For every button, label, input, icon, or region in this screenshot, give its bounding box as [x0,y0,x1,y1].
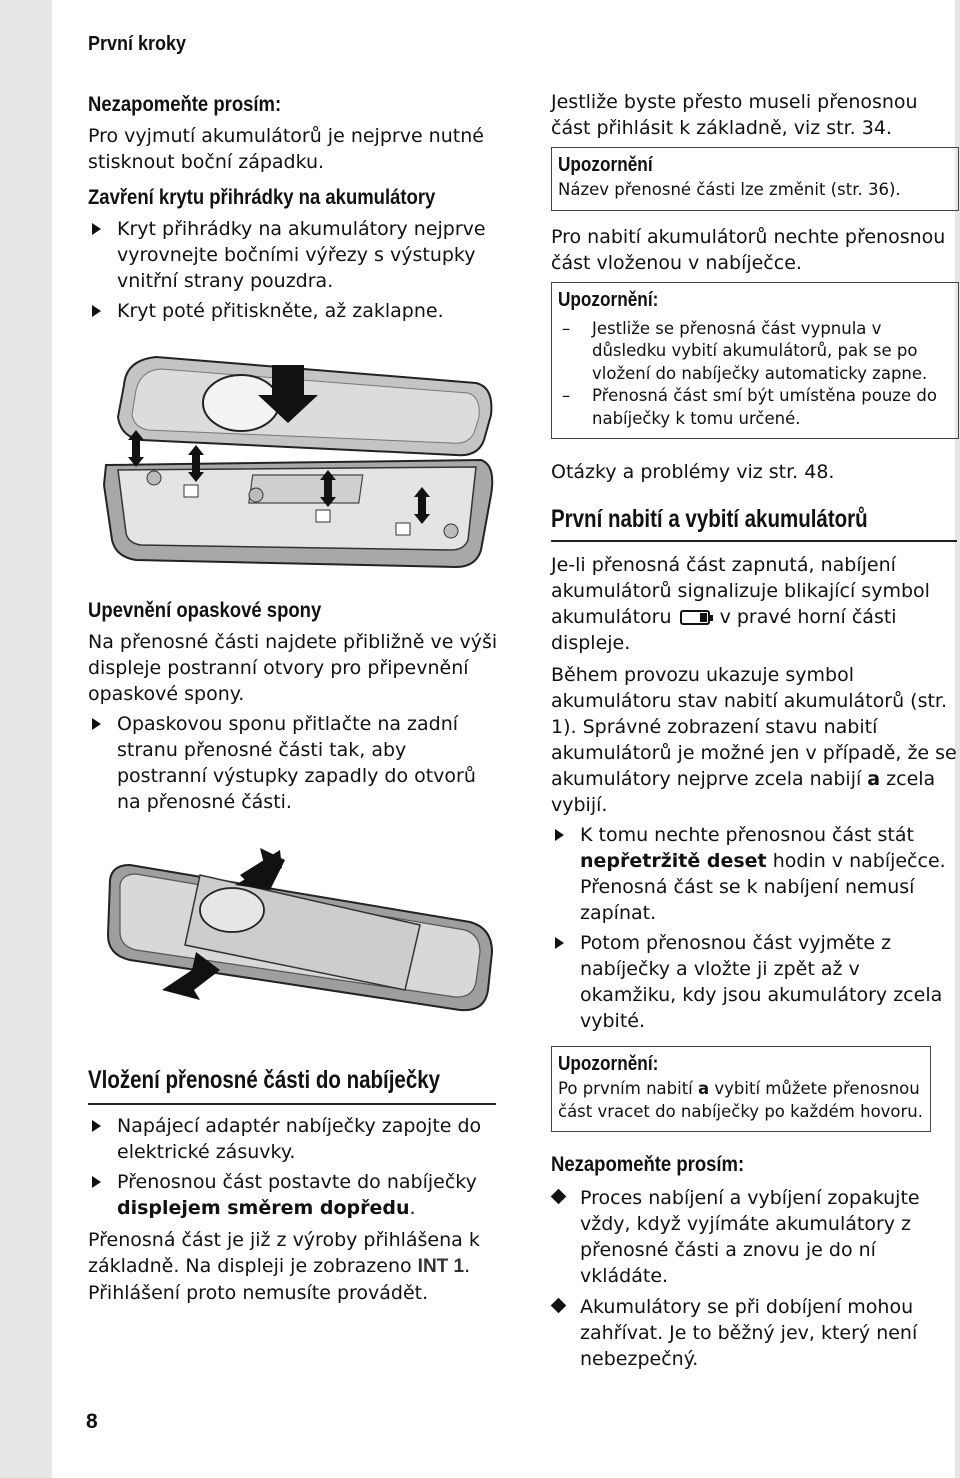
first-charge-p2: Během provozu ukazuje symbol akumulátoru stav nabití akumulátorů (str. 1). Správné zobrazení stavu nabití akumulátorů je možné jen v případě, že se akumulátory nejprve zcela nabijí a zcela vybijí. [551,664,957,816]
left-margin-band [0,0,52,1478]
belt-clip-step: Opaskovou sponu přitlačte na zadní stranu přenosné části tak, aby postranní výstupky zapadly do otvorů na přenosné části. [88,711,498,815]
close-cover-heading: Zavření krytu přihrádky na akumulátory [88,185,436,209]
note-1-heading: Upozornění [558,154,653,176]
triangle-bullet-icon [555,937,564,949]
heading-rule [88,1103,496,1105]
close-cover-step-1: Kryt přihrádky na akumulátory nejprve vyrovnejte bočními výřezy s výstupky vnitřní strany pouzdra. [88,216,498,294]
left-top-section [88,92,498,324]
remember-text: Pro vyjmutí akumulátorů je nejprve nutné stisknout boční západku. [88,125,484,173]
insert-step-2: Přenosnou část postavte do nabíječky displejem směrem dopředu. [88,1169,496,1221]
belt-clip-illustration [100,840,500,1045]
note-3-text: Po prvním nabití a vybití můžete přenosnou část vracet do nabíječky po každém hovoru. [558,1079,924,1121]
registered-text: Přenosná část je již z výroby přihlášena k základně. Na displeji je zobrazeno INT 1. Přihlášení proto nemusíte provádět. [88,1229,480,1304]
battery-icon [680,610,710,625]
first-charge-step-2: Potom přenosnou část vyjměte z nabíječky a vložte ji zpět až v okamžiku, kdy jsou akumulátory zcela vybité. [551,930,957,1034]
remember-2-heading: Nezapomeňte prosím: [551,1152,745,1176]
note-box-1 [551,147,959,211]
running-header: První kroky [88,33,187,55]
belt-clip-heading: Upevnění opaskové spony [88,598,322,622]
insert-charger-section [88,1066,496,1306]
belt-clip-text: Na přenosné části najdete přibližně ve výši displeje postranní otvory pro připevnění opaskové spony. [88,631,498,705]
note-2-item-2: – Přenosná část smí být umístěna pouze do nabíječky k tomu určené. [562,386,937,428]
note-1-text: Název přenosné části lze změnit (str. 36). [558,180,901,199]
triangle-bullet-icon [92,1176,101,1188]
triangle-bullet-icon [92,305,101,317]
triangle-bullet-icon [92,1120,101,1132]
diamond-bullet-icon [551,1189,567,1205]
register-text: Jestliže byste přesto museli přenosnou část přihlásit k základně, viz str. 34. [551,91,918,139]
note-box-2 [551,282,959,440]
faq-text: Otázky a problémy viz str. 48. [551,461,835,483]
note-box-3 [551,1046,931,1132]
belt-clip-section [88,598,498,815]
note-2-heading: Upozornění: [558,288,659,311]
insert-step-1: Napájecí adaptér nabíječky zapojte do elektrické zásuvky. [88,1113,496,1165]
remember-heading: Nezapomeňte prosím: [88,92,282,116]
insert-charger-heading: Vložení přenosné části do nabíječky [88,1066,441,1094]
note-3-heading: Upozornění: [558,1053,659,1075]
charge-text: Pro nabití akumulátorů nechte přenosnou část vloženou v nabíječce. [551,225,946,274]
first-charge-heading: První nabití a vybití akumulátorů [551,505,868,533]
close-cover-step-2: Kryt poté přitiskněte, až zaklapne. [88,298,498,324]
right-column [551,89,957,1372]
triangle-bullet-icon [92,718,101,730]
first-charge-p1: Je-li přenosná část zapnutá, nabíjení akumulátorů signalizuje blikající symbol akumulátoru v pravé horní části displeje. [551,554,930,654]
page-number: 8 [86,1410,98,1433]
triangle-bullet-icon [92,223,101,235]
triangle-bullet-icon [555,829,564,841]
note-2-item-1: – Jestliže se přenosná část vypnula v důsledku vybití akumulátorů, pak se po vložení do nabíječky automaticky zapne. [562,318,928,383]
remember-2-item-1: Proces nabíjení a vybíjení zopakujte vždy, když vyjímáte akumulátory z přenosné části a znovu je do ní vkládáte. [551,1185,957,1289]
first-charge-step-1: K tomu nechte přenosnou část stát nepřetržitě deset hodin v nabíječce. Přenosná část se k nabíjení nemusí zapínat. [551,822,957,926]
remember-2-item-2: Akumulátory se při dobíjení mohou zahřívat. Je to běžný jev, který není nebezpečný. [551,1294,957,1372]
diamond-bullet-icon [551,1298,567,1314]
heading-rule [551,540,957,542]
int1-display-text: INT 1 [417,1256,465,1277]
battery-cover-illustration [96,345,501,575]
